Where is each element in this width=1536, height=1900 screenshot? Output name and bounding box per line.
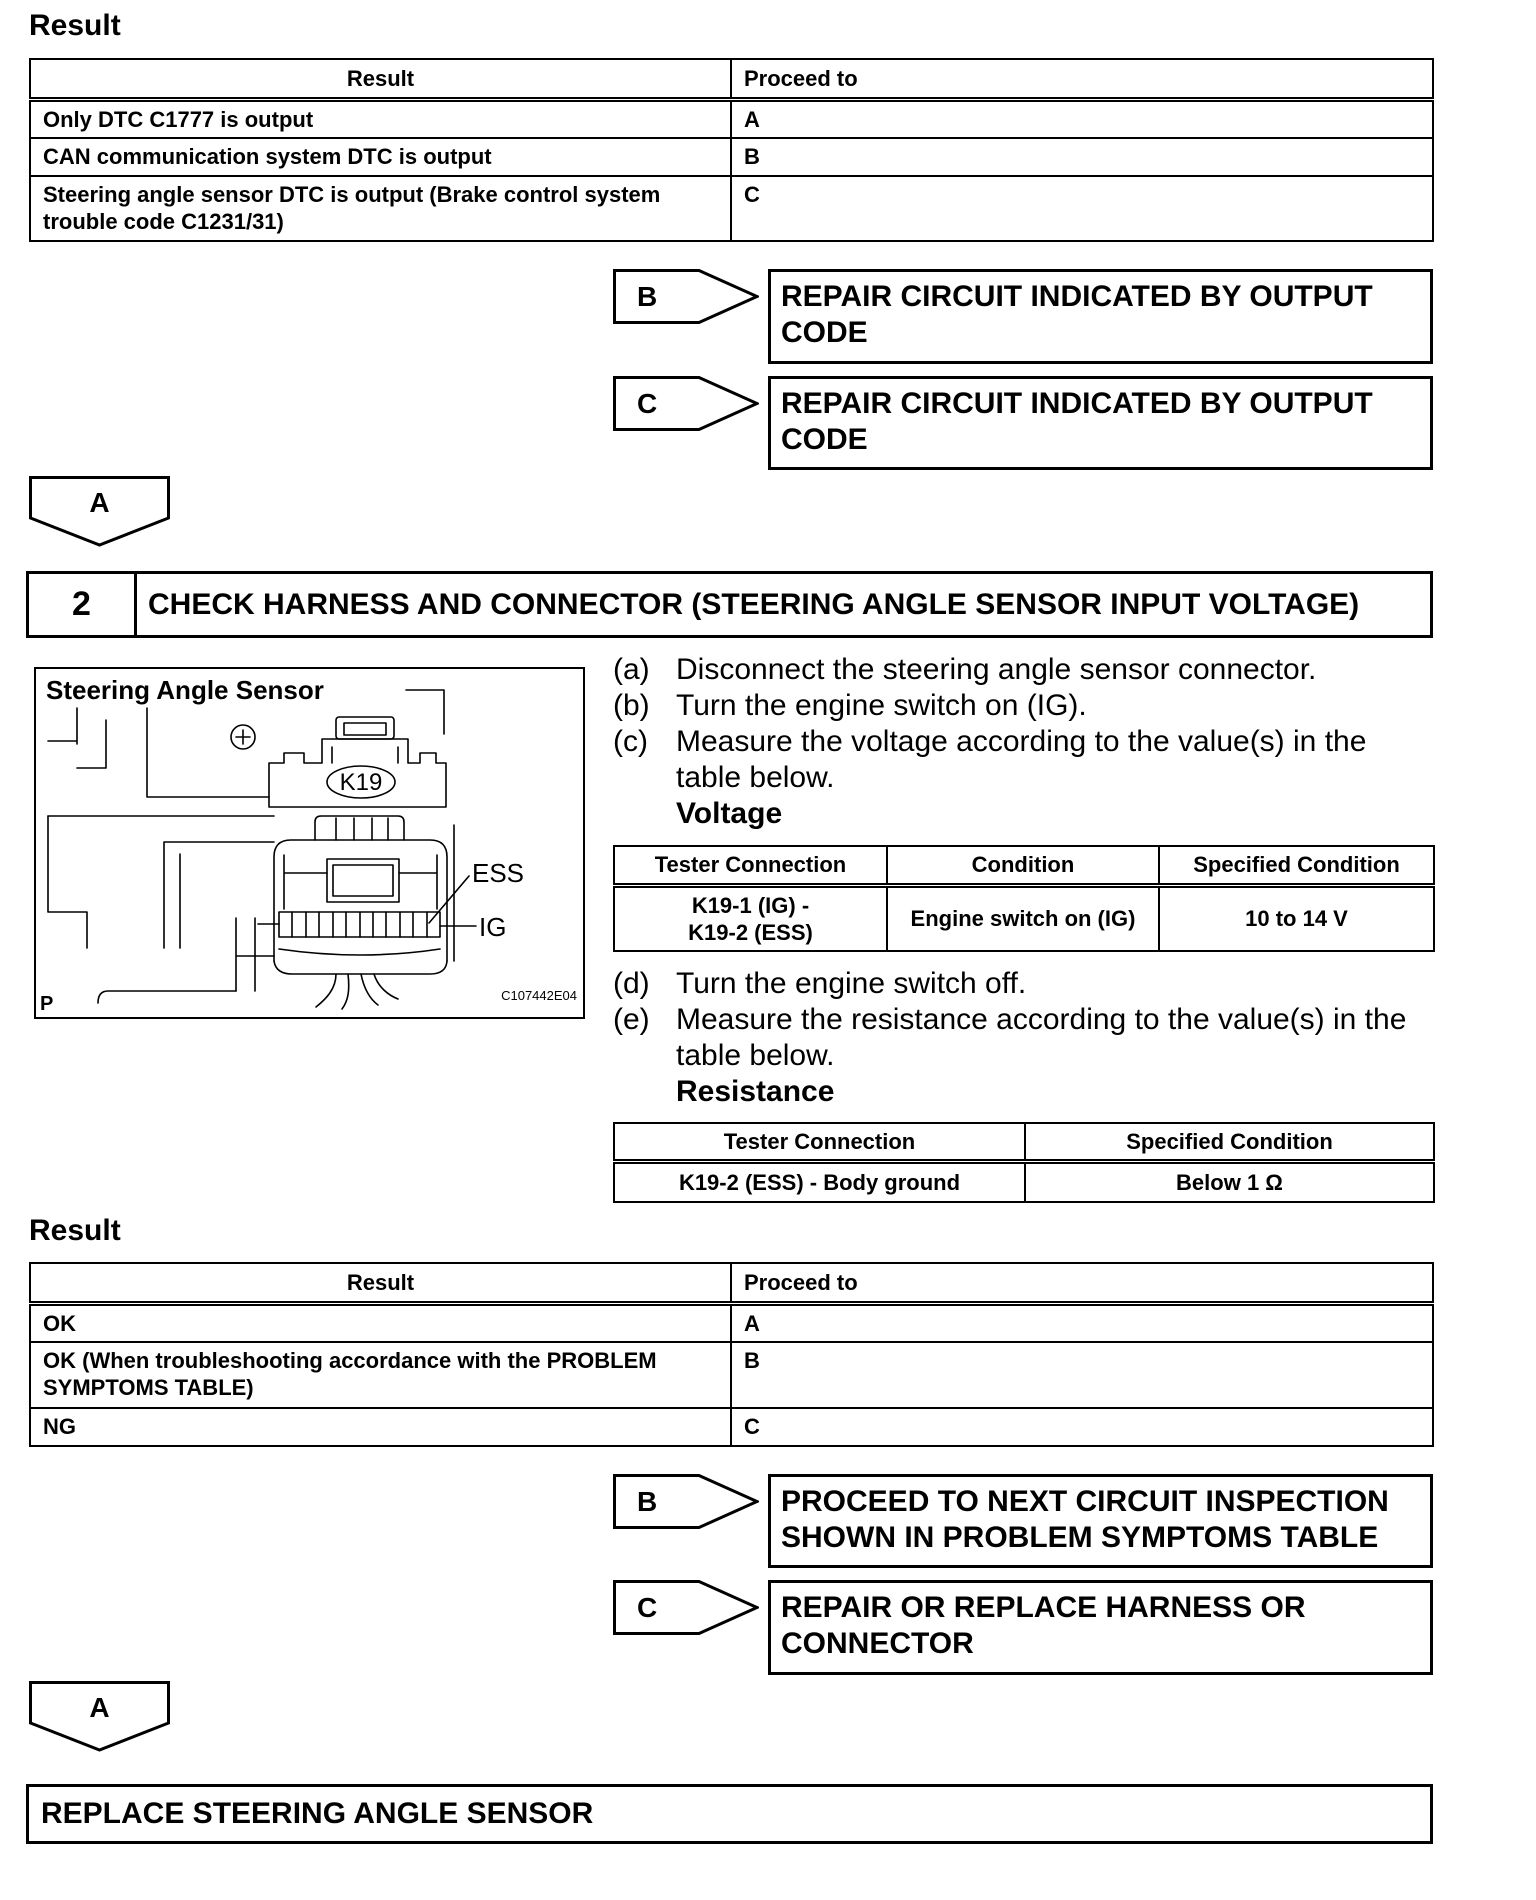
table-header-row <box>614 1123 1434 1162</box>
result-cell: OK (When troubleshooting accordance with the PROBLEM SYMPTOMS TABLE) <box>30 1342 731 1408</box>
table-header-row <box>614 846 1434 885</box>
branch-b-arrow <box>613 269 759 324</box>
specified-condition-cell: Below 1 Ω <box>1025 1162 1434 1202</box>
right-arrow-icon <box>613 376 759 431</box>
right-arrow-icon <box>613 269 759 324</box>
figure-id-label: C107442E04 <box>501 988 577 1003</box>
table-row <box>614 1162 1434 1202</box>
column-header-specified-condition: Specified Condition <box>1025 1123 1434 1162</box>
table-header-row <box>30 59 1433 99</box>
table-row <box>30 176 1433 241</box>
tester-connection-cell <box>614 885 887 951</box>
connector-k19-label: K19 <box>339 769 383 796</box>
result-table <box>29 1262 1434 1447</box>
instruction-text: Turn the engine switch off. <box>676 967 1027 1000</box>
proceed-to-cell: B <box>731 1342 1433 1408</box>
instruction-label: (b) <box>613 689 650 722</box>
table-row <box>30 1408 1433 1446</box>
connector-figure <box>34 667 585 1019</box>
proceed-to-cell: C <box>731 1408 1433 1446</box>
branch-b-action-box: PROCEED TO NEXT CIRCUIT INSPECTION SHOWN IN PROBLEM SYMPTOMS TABLE <box>768 1474 1433 1568</box>
step-title: CHECK HARNESS AND CONNECTOR (STEERING ANGLE SENSOR INPUT VOLTAGE) <box>148 587 1360 621</box>
instructions-voltage <box>613 652 1433 832</box>
view-mark-label: P <box>40 993 54 1015</box>
instruction-label: (c) <box>613 725 648 758</box>
ig-terminal-label: IG <box>479 912 507 942</box>
condition-cell: Engine switch on (IG) <box>887 885 1159 951</box>
column-header-result: Result <box>30 59 731 99</box>
instruction-label: (d) <box>613 967 650 1000</box>
column-header-result: Result <box>30 1263 731 1303</box>
result-cell: Steering angle sensor DTC is output (Brake control system trouble code C1231/31) <box>30 176 731 241</box>
continue-a-arrow <box>29 476 170 547</box>
branch-letter: C <box>637 1592 658 1623</box>
proceed-to-cell: B <box>731 138 1433 176</box>
column-header-condition: Condition <box>887 846 1159 885</box>
right-arrow-icon <box>613 1474 759 1529</box>
instructions-resistance <box>613 966 1433 1110</box>
branch-c-action-box: REPAIR CIRCUIT INDICATED BY OUTPUT CODE <box>768 376 1433 470</box>
result-heading: Result <box>29 9 121 42</box>
resistance-heading: Resistance <box>676 1075 835 1108</box>
final-step-box: REPLACE STEERING ANGLE SENSOR <box>26 1784 1433 1844</box>
result-cell: NG <box>30 1408 731 1446</box>
tester-connection-cell: K19-2 (ESS) - Body ground <box>614 1162 1025 1202</box>
ess-terminal-label: ESS <box>472 858 525 888</box>
step-header <box>26 571 1433 638</box>
branch-c-action-box: REPAIR OR REPLACE HARNESS OR CONNECTOR <box>768 1580 1433 1675</box>
table-row <box>30 138 1433 176</box>
branch-letter: C <box>637 388 658 419</box>
proceed-to-cell: A <box>731 99 1433 138</box>
tester-connection-line: K19-1 (IG) - <box>691 892 810 918</box>
resistance-table <box>613 1122 1435 1203</box>
result-cell: Only DTC C1777 is output <box>30 99 731 138</box>
result-heading: Result <box>29 1214 121 1247</box>
branch-b-action-box: REPAIR CIRCUIT INDICATED BY OUTPUT CODE <box>768 269 1433 364</box>
table-row <box>614 885 1434 951</box>
column-header-specified-condition: Specified Condition <box>1159 846 1434 885</box>
connector-housing <box>269 717 446 807</box>
branch-c-arrow <box>613 376 759 431</box>
ess-leader-line <box>429 876 469 923</box>
screw-icon <box>231 725 255 749</box>
instruction-text: Measure the resistance according to the value(s) in the table below. <box>676 1003 1407 1072</box>
table-row <box>30 1303 1433 1342</box>
continue-a-arrow <box>29 1681 170 1752</box>
result-cell: OK <box>30 1303 731 1342</box>
instruction-item <box>613 688 1424 724</box>
instruction-item <box>613 724 1424 796</box>
result-cell: CAN communication system DTC is output <box>30 138 731 176</box>
table-row <box>30 99 1433 138</box>
proceed-to-cell: A <box>731 1303 1433 1342</box>
instruction-text: Turn the engine switch on (IG). <box>676 689 1087 722</box>
instruction-item <box>613 1002 1424 1074</box>
instruction-text: Measure the voltage according to the value(s) in the table below. <box>676 725 1367 794</box>
instruction-item <box>613 966 1424 1002</box>
figure-title: Steering Angle Sensor <box>46 675 324 705</box>
branch-letter: B <box>637 1486 658 1517</box>
wire-harness <box>316 974 398 1009</box>
proceed-to-cell: C <box>731 176 1433 241</box>
instruction-label: (e) <box>613 1003 650 1036</box>
result-table <box>29 58 1434 242</box>
voltage-table <box>613 845 1435 952</box>
specified-condition-cell: 10 to 14 V <box>1159 885 1434 951</box>
continue-letter: A <box>89 487 110 518</box>
instruction-label: (a) <box>613 653 650 686</box>
branch-letter: B <box>637 281 658 312</box>
branch-c-arrow <box>613 1580 759 1635</box>
harness-connector <box>274 816 447 1009</box>
voltage-heading: Voltage <box>676 797 783 830</box>
right-arrow-icon <box>613 1580 759 1635</box>
terminal-pins <box>279 912 440 937</box>
column-header-proceed-to: Proceed to <box>731 1263 1433 1303</box>
table-row <box>30 1342 1433 1408</box>
table-header-row <box>30 1263 1433 1303</box>
instruction-item <box>613 652 1424 688</box>
column-header-tester-connection: Tester Connection <box>614 1123 1025 1162</box>
column-header-tester-connection: Tester Connection <box>614 846 887 885</box>
tester-connection-line: K19-2 (ESS) <box>688 919 813 945</box>
column-header-proceed-to: Proceed to <box>731 59 1433 99</box>
step-number: 2 <box>29 574 137 635</box>
branch-b-arrow <box>613 1474 759 1529</box>
instruction-text: Disconnect the steering angle sensor connector. <box>676 653 1317 686</box>
continue-letter: A <box>89 1692 110 1723</box>
steering-angle-sensor-illustration <box>36 669 583 1017</box>
